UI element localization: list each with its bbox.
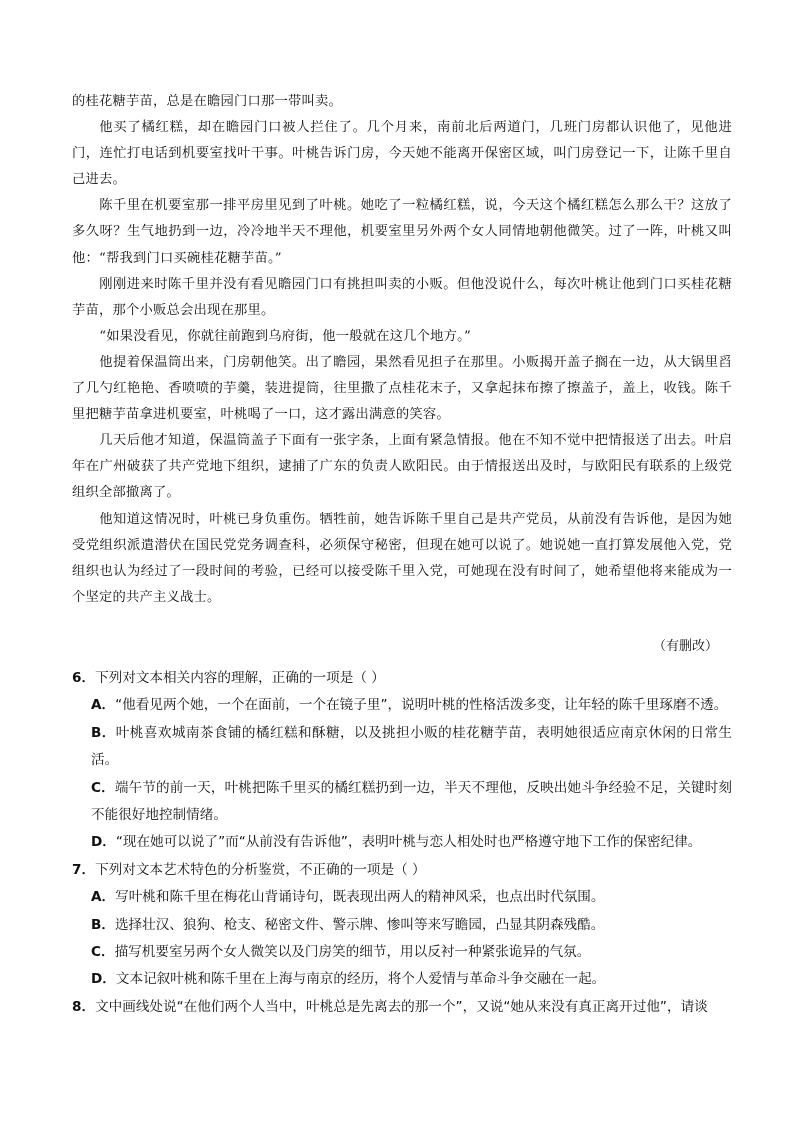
reading-passage (72, 89, 732, 611)
option-text: 端午节的前一天，叶桃把陈千里买的橘红糕扔到一边，半天不理他，反映出她斗争经验不足，关键时刻不能很好地控制情绪。 (91, 779, 732, 824)
passage-paragraph: “如果没看见，你就往前跑到乌府街，他一般就在这几个地方。” (99, 328, 472, 344)
question-text: 文中画线处说“在他们两个人当中，叶桃总是先离去的那一个”，又说“她从来没有真正离开过他”，请谈 (95, 998, 708, 1015)
passage-paragraph: 的桂花糖芋苗，总是在瞻园门口那一带叫卖。 (72, 94, 342, 109)
option-letter: D． (91, 971, 116, 988)
option-text: 叶桃喜欢城南茶食铺的橘红糕和酥糖，以及挑担小贩的桂花糖芋苗，表明她很适应南京休闲的日常生活。 (91, 724, 732, 769)
passage-paragraph: 几天后他才知道，保温筒盖子下面有一张字条，上面有紧急情报。他在不知不觉中把情报送了出去。叶启年在广州破获了共产党地下组织，逮捕了广东的负责人欧阳民。由于情报送出及时，与欧阳民有联系的上级党组织全部撤离了。 (72, 433, 732, 501)
passage-paragraph: 他知道这情况时，叶桃已身负重伤。牺牲前，她告诉陈千里自己是共产党员，从前没有告诉他，是因为她受党组织派遣潜伏在国民党党务调查科，必须保守秘密，但现在她可以说了。她说她一直打算发展他入党，党组织也认为经过了一段时间的考验，已经可以接受陈千里入党，可她现在没有时间了，她希望他将来能成为一个坚定的共产主义战士。 (72, 511, 732, 605)
answer-option (72, 912, 732, 939)
option-letter: B． (91, 724, 116, 741)
answer-option (72, 775, 732, 830)
passage-paragraph: 刚刚进来时陈千里并没有看见瞻园门口有挑担叫卖的小贩。但他没说什么，每次叶桃让他到门口买桂花糖芋苗，那个小贩总会出现在那里。 (72, 276, 732, 318)
question-stem (72, 665, 732, 692)
question-number: 7． (72, 861, 96, 878)
answer-option (72, 829, 732, 856)
option-letter: C． (91, 944, 115, 961)
answer-option (72, 966, 732, 993)
question-8 (72, 994, 732, 1021)
answer-option (72, 939, 732, 966)
option-text: 文本记叙叶桃和陈千里在上海与南京的经历，将个人爱情与革命斗争交融在一起。 (115, 971, 606, 988)
option-letter: B． (91, 916, 115, 933)
passage-paragraph: 陈千里在机要室那一排平房里见到了叶桃。她吃了一粒橘红糕，说，今天这个橘红糕怎么那么干？这放了多久呀？生气地扔到一边，冷冷地半天不理他，机要室里另外两个女人同情地朝他微笑。过了一阵，叶桃又叫他：“帮我到门口买碗桂花糖芋苗。” (72, 198, 732, 266)
question-text: 下列对文本艺术特色的分析鉴赏，不正确的一项是（ ） (95, 861, 426, 878)
question-text: 下列对文本相关内容的理解，正确的一项是（ ） (95, 670, 385, 686)
question-number: 8． (72, 998, 96, 1015)
option-text: “他看见两个她，一个在面前，一个在镜子里”，说明叶桃的性格活泼多变，让年轻的陈千里琢磨不透。 (115, 697, 728, 714)
question-stem (72, 994, 732, 1021)
question-6 (72, 665, 732, 857)
question-number: 6． (72, 670, 96, 686)
source-note: （有删改） (652, 639, 718, 654)
option-letter: C． (91, 779, 115, 796)
option-letter: A． (91, 697, 116, 714)
option-text: “现在她可以说了”而“从前没有告诉他”，表明叶桃与恋人相处时也严格遵守地下工作的保密纪律。 (115, 834, 702, 851)
option-text: 选择壮汉、狼狗、枪支、秘密文件、警示牌、惨叫等来写瞻园，凸显其阴森残酷。 (114, 916, 605, 933)
passage-paragraph: 他买了橘红糕，却在瞻园门口被人拦住了。几个月来，南前北后两道门，几班门房都认识他了，见他进门，连忙打电话到机要室找叶干事。叶桃告诉门房，今天她不能离开保密区域，叫门房登记一下，让陈千里自己进去。 (72, 120, 732, 188)
answer-option (72, 720, 732, 775)
option-text: 写叶桃和陈千里在梅花山背诵诗句，既表现出两人的精神风采，也点出时代氛围。 (115, 889, 605, 906)
answer-option (72, 884, 732, 911)
option-text: 描写机要室另两个女人微笑以及门房笑的细节，用以反衬一种紧张诡异的气氛。 (114, 944, 591, 961)
option-letter: A． (91, 889, 116, 906)
question-stem (72, 857, 732, 884)
question-list (72, 665, 732, 1021)
option-letter: D． (91, 834, 116, 851)
question-7 (72, 857, 732, 994)
answer-option (72, 692, 732, 719)
passage-paragraph: 他提着保温筒出来，门房朝他笑。出了瞻园，果然看见担子在那里。小贩揭开盖子搁在一边，从大锅里舀了几勺红艳艳、香喷喷的芋羹，装进提筒，往里撒了点桂花末子，又拿起抹布擦了擦盖子，盖上，收钱。陈千里把糖芋苗拿进机要室，叶桃喝了一口，这才露出满意的笑容。 (72, 354, 732, 423)
